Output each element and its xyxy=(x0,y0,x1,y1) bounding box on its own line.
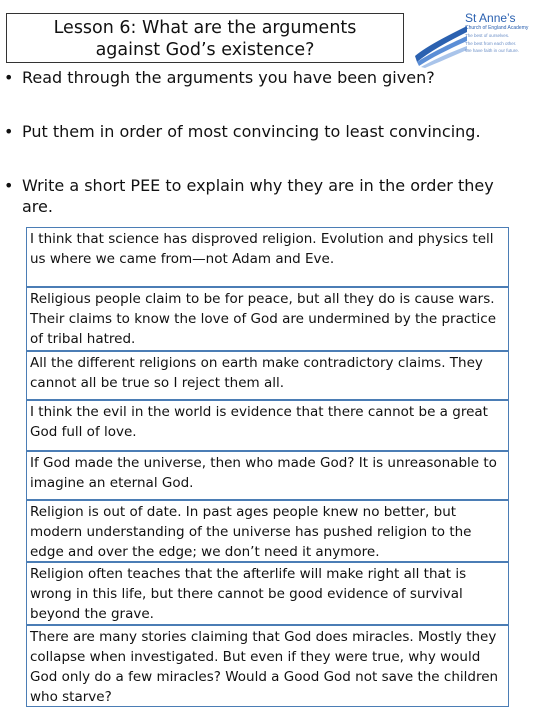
argument-card xyxy=(26,562,509,625)
argument-card xyxy=(26,500,509,562)
logo-name: St Anne’s xyxy=(465,11,516,25)
argument-text: Religion often teaches that the afterlife will make right all that is wrong in this life, but there cannot be good evidence of survival beyond the grave. xyxy=(30,566,467,622)
argument-text: All the different religions on earth make contradictory claims. They cannot all be true so I reject them all. xyxy=(30,355,483,391)
instruction-text: Put them in order of most convincing to least convincing. xyxy=(22,122,481,141)
lesson-title-line-1: Lesson 6: What are the arguments xyxy=(53,18,357,38)
school-logo xyxy=(413,12,535,68)
argument-card xyxy=(26,625,509,707)
bullet-icon: • xyxy=(4,122,14,141)
argument-text: Religious people claim to be for peace, but all they do is cause wars. Their claims to know the love of God are undermined by the practice of tribal hatred. xyxy=(30,291,497,347)
logo-motto-2: The best from each other. xyxy=(465,40,517,46)
lesson-title-line-2: against God’s existence? xyxy=(95,40,315,60)
argument-text: I think the evil in the world is evidence that there cannot be a great God full of love. xyxy=(30,404,488,440)
argument-text: Religion is out of date. In past ages people knew no better, but modern understanding of the universe has pushed religion to the edge and over the edge; we don’t need it anymore. xyxy=(30,504,472,560)
argument-text: I think that science has disproved religion. Evolution and physics tell us where we came from—not Adam and Eve. xyxy=(30,231,494,267)
argument-card xyxy=(26,351,509,400)
argument-card xyxy=(26,451,509,500)
logo-motto-3: We have faith in our future. xyxy=(465,48,519,53)
logo-text xyxy=(465,12,537,54)
logo-motto-1: The best of ourselves. xyxy=(465,33,510,38)
argument-card xyxy=(26,227,509,287)
lesson-title-box xyxy=(6,13,404,63)
argument-card xyxy=(26,287,509,351)
logo-swoosh-icon xyxy=(413,12,469,68)
bullet-icon: • xyxy=(4,176,14,195)
argument-text: There are many stories claiming that God does miracles. Mostly they collapse when investigated. But even if they were true, why would God only do a few miracles? Would a Good God not save the children who starve? xyxy=(30,629,499,705)
instruction-text: Read through the arguments you have been given? xyxy=(22,68,435,87)
instruction-text: Write a short PEE to explain why they are in the order they are. xyxy=(22,176,494,216)
argument-card xyxy=(26,400,509,451)
argument-text: If God made the universe, then who made God? It is unreasonable to imagine an eternal God. xyxy=(30,455,497,491)
logo-subtitle: Church of England Academy xyxy=(465,25,529,31)
bullet-icon: • xyxy=(4,68,14,87)
